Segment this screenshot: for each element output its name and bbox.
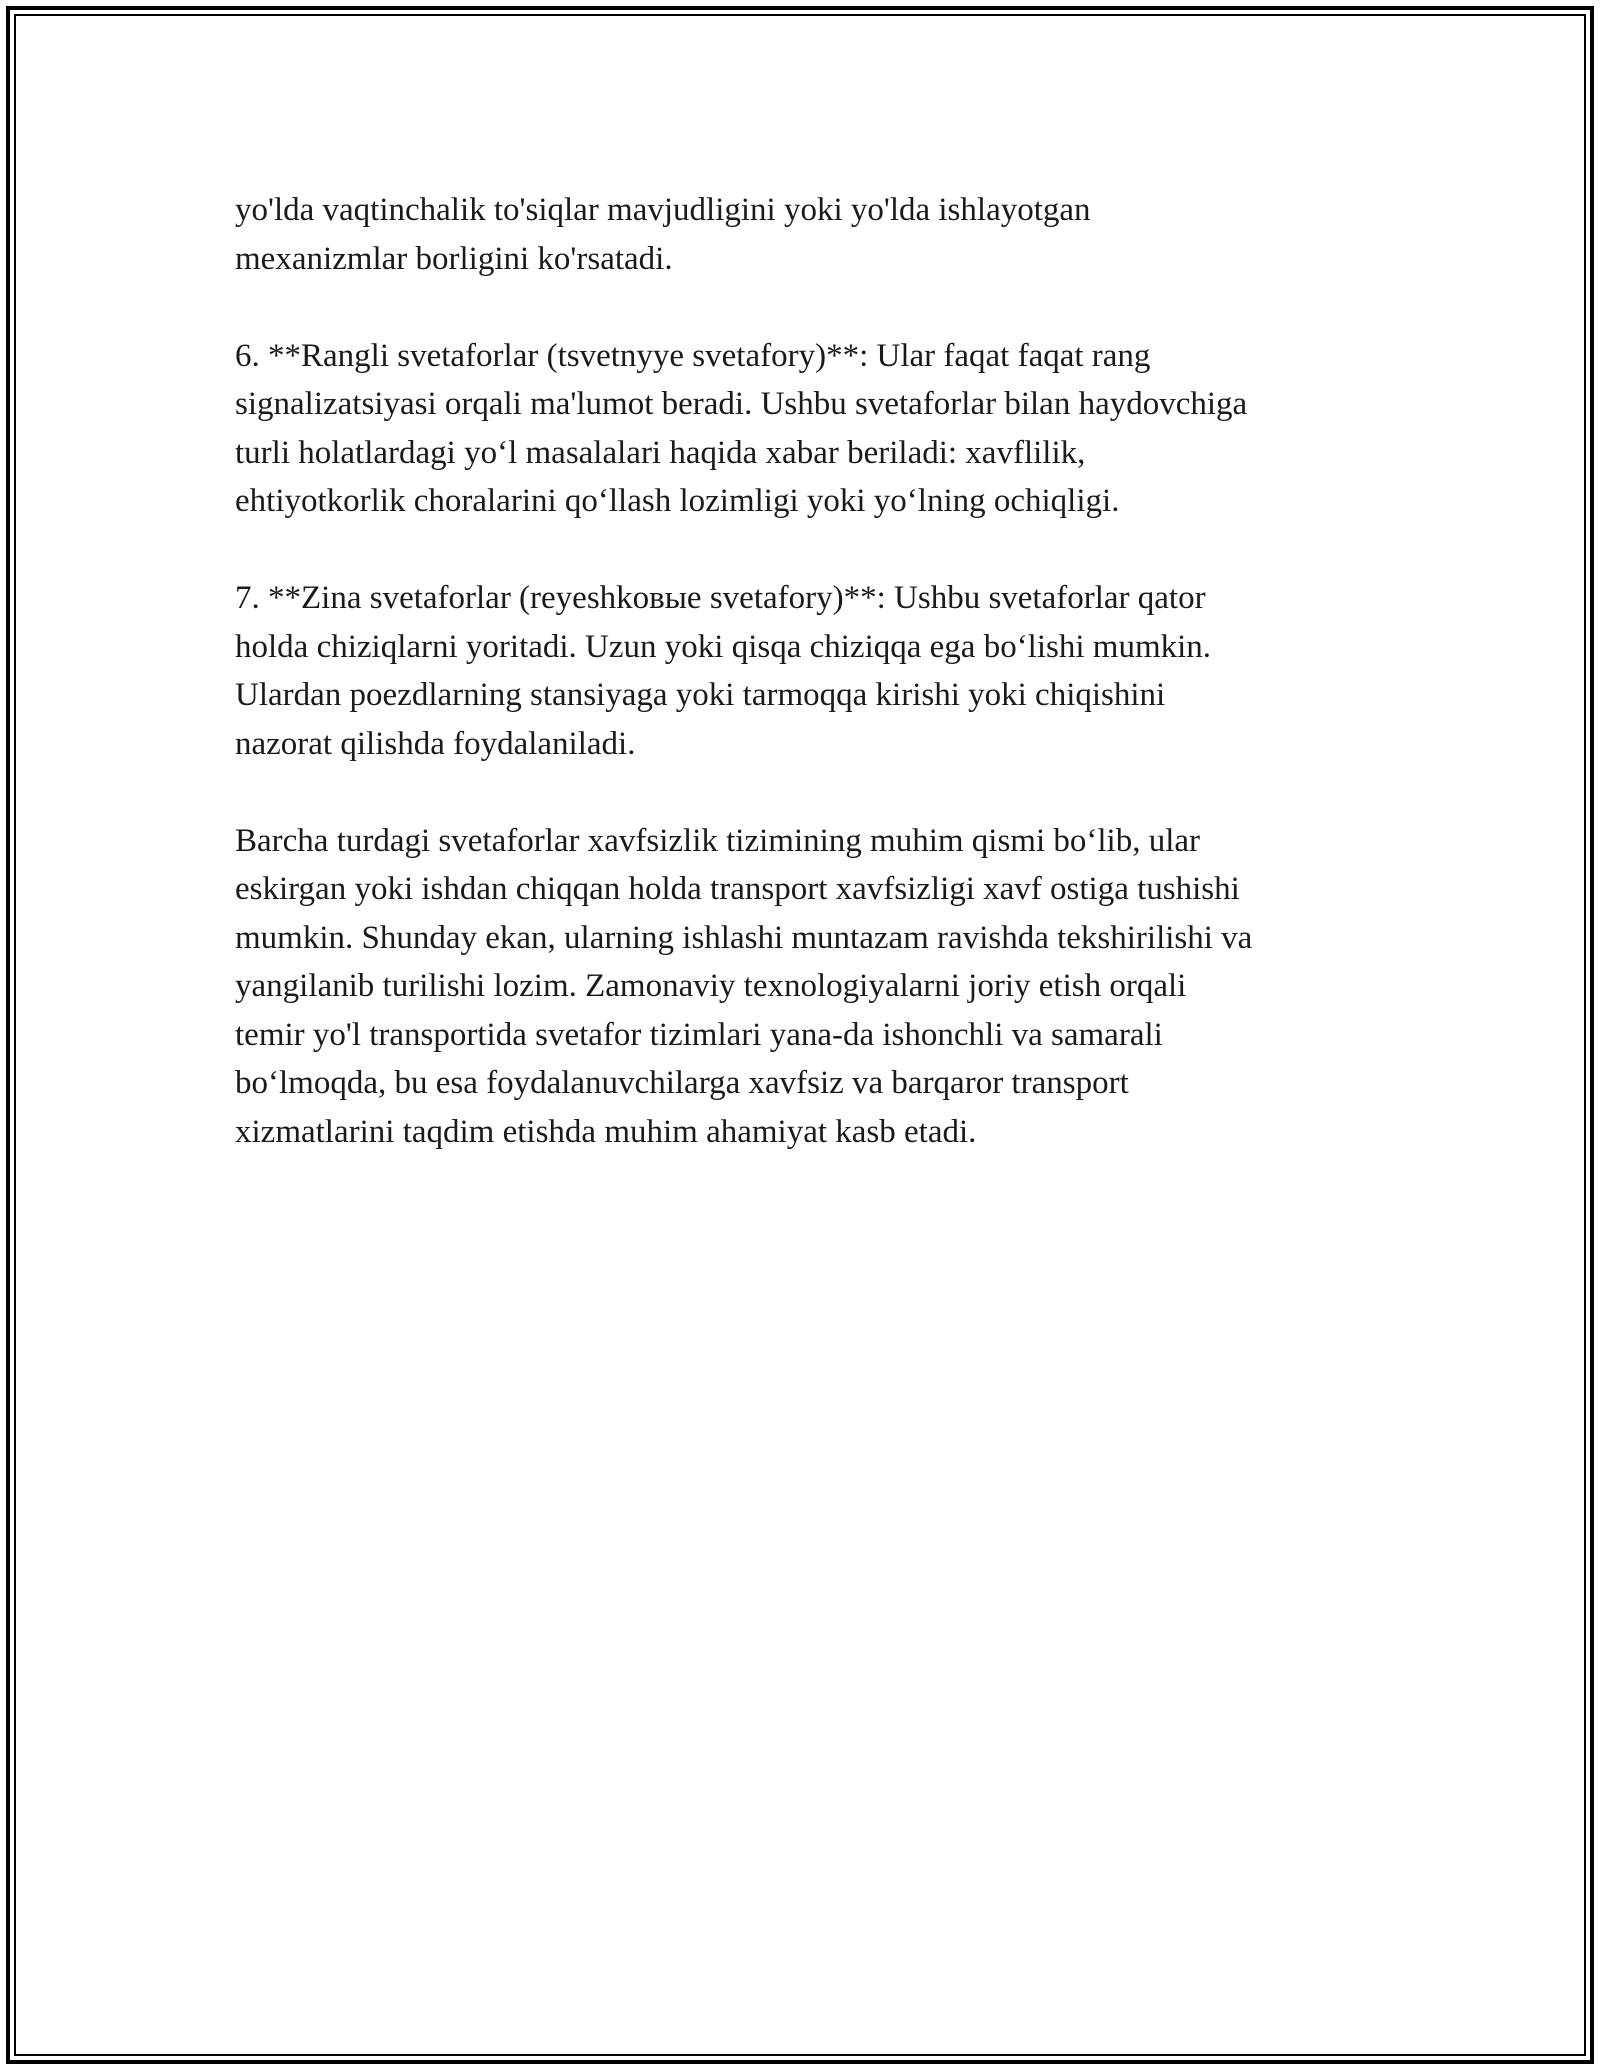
- text-line: temir yo'l transportida svetafor tizimlari yana-da ishonchli va samarali: [235, 1016, 1163, 1053]
- text-line: Ulardan poezdlarning stansiyaga yoki tarmoqqa kirishi yoki chiqishini: [235, 677, 1166, 713]
- text-line: mumkin. Shunday ekan, ularning ishlashi muntazam ravishda tekshirilishi va: [235, 919, 1253, 956]
- text-line: eskirgan yoki ishdan chiqqan holda transport xavfsizligi xavf ostiga tushishi: [235, 871, 1240, 907]
- text-line: xizmatlarini taqdim etishda muhim ahamiyat kasb etadi.: [235, 1113, 977, 1150]
- paragraph-item-7: [235, 574, 1395, 768]
- text-line: nazorat qilishda foydalaniladi.: [235, 725, 636, 762]
- text-line: ehtiyotkorlik choralarini qo‘llash lozimligi yoki yo‘lning ochiqligi.: [235, 483, 1120, 519]
- text-line: 7. **Zina svetaforlar (reyeshkовые svetafory)**: Ushbu svetaforlar qator: [235, 580, 1206, 616]
- text-line: mexanizmlar borligini ko'rsatadi.: [235, 240, 673, 277]
- paragraph-continuation: [235, 186, 1395, 283]
- text-line: 6. **Rangli svetaforlar (tsvetnyye svetafory)**: Ular faqat faqat rang: [235, 337, 1151, 374]
- text-line: turli holatlardagi yo‘l masalalari haqida xabar beriladi: xavflilik,: [235, 434, 1086, 471]
- text-line: yo'lda vaqtinchalik to'siqlar mavjudligini yoki yo'lda ishlayotgan: [235, 192, 1091, 228]
- text-line: signalizatsiyasi orqali ma'lumot beradi. Ushbu svetaforlar bilan haydovchiga: [235, 386, 1248, 422]
- paragraph-conclusion: [235, 817, 1395, 1157]
- text-line: bo‘lmoqda, bu esa foydalanuvchilarga xavfsiz va barqaror transport: [235, 1065, 1129, 1101]
- text-line: holda chiziqlarni yoritadi. Uzun yoki qisqa chiziqqa ega bo‘lishi mumkin.: [235, 628, 1212, 665]
- document-body: [235, 186, 1395, 1156]
- text-line: yangilanib turilishi lozim. Zamonaviy texnologiyalarni joriy etish orqali: [235, 968, 1187, 1004]
- text-line: Barcha turdagi svetaforlar xavfsizlik tizimining muhim qismi bo‘lib, ular: [235, 822, 1201, 859]
- paragraph-item-6: [235, 332, 1395, 526]
